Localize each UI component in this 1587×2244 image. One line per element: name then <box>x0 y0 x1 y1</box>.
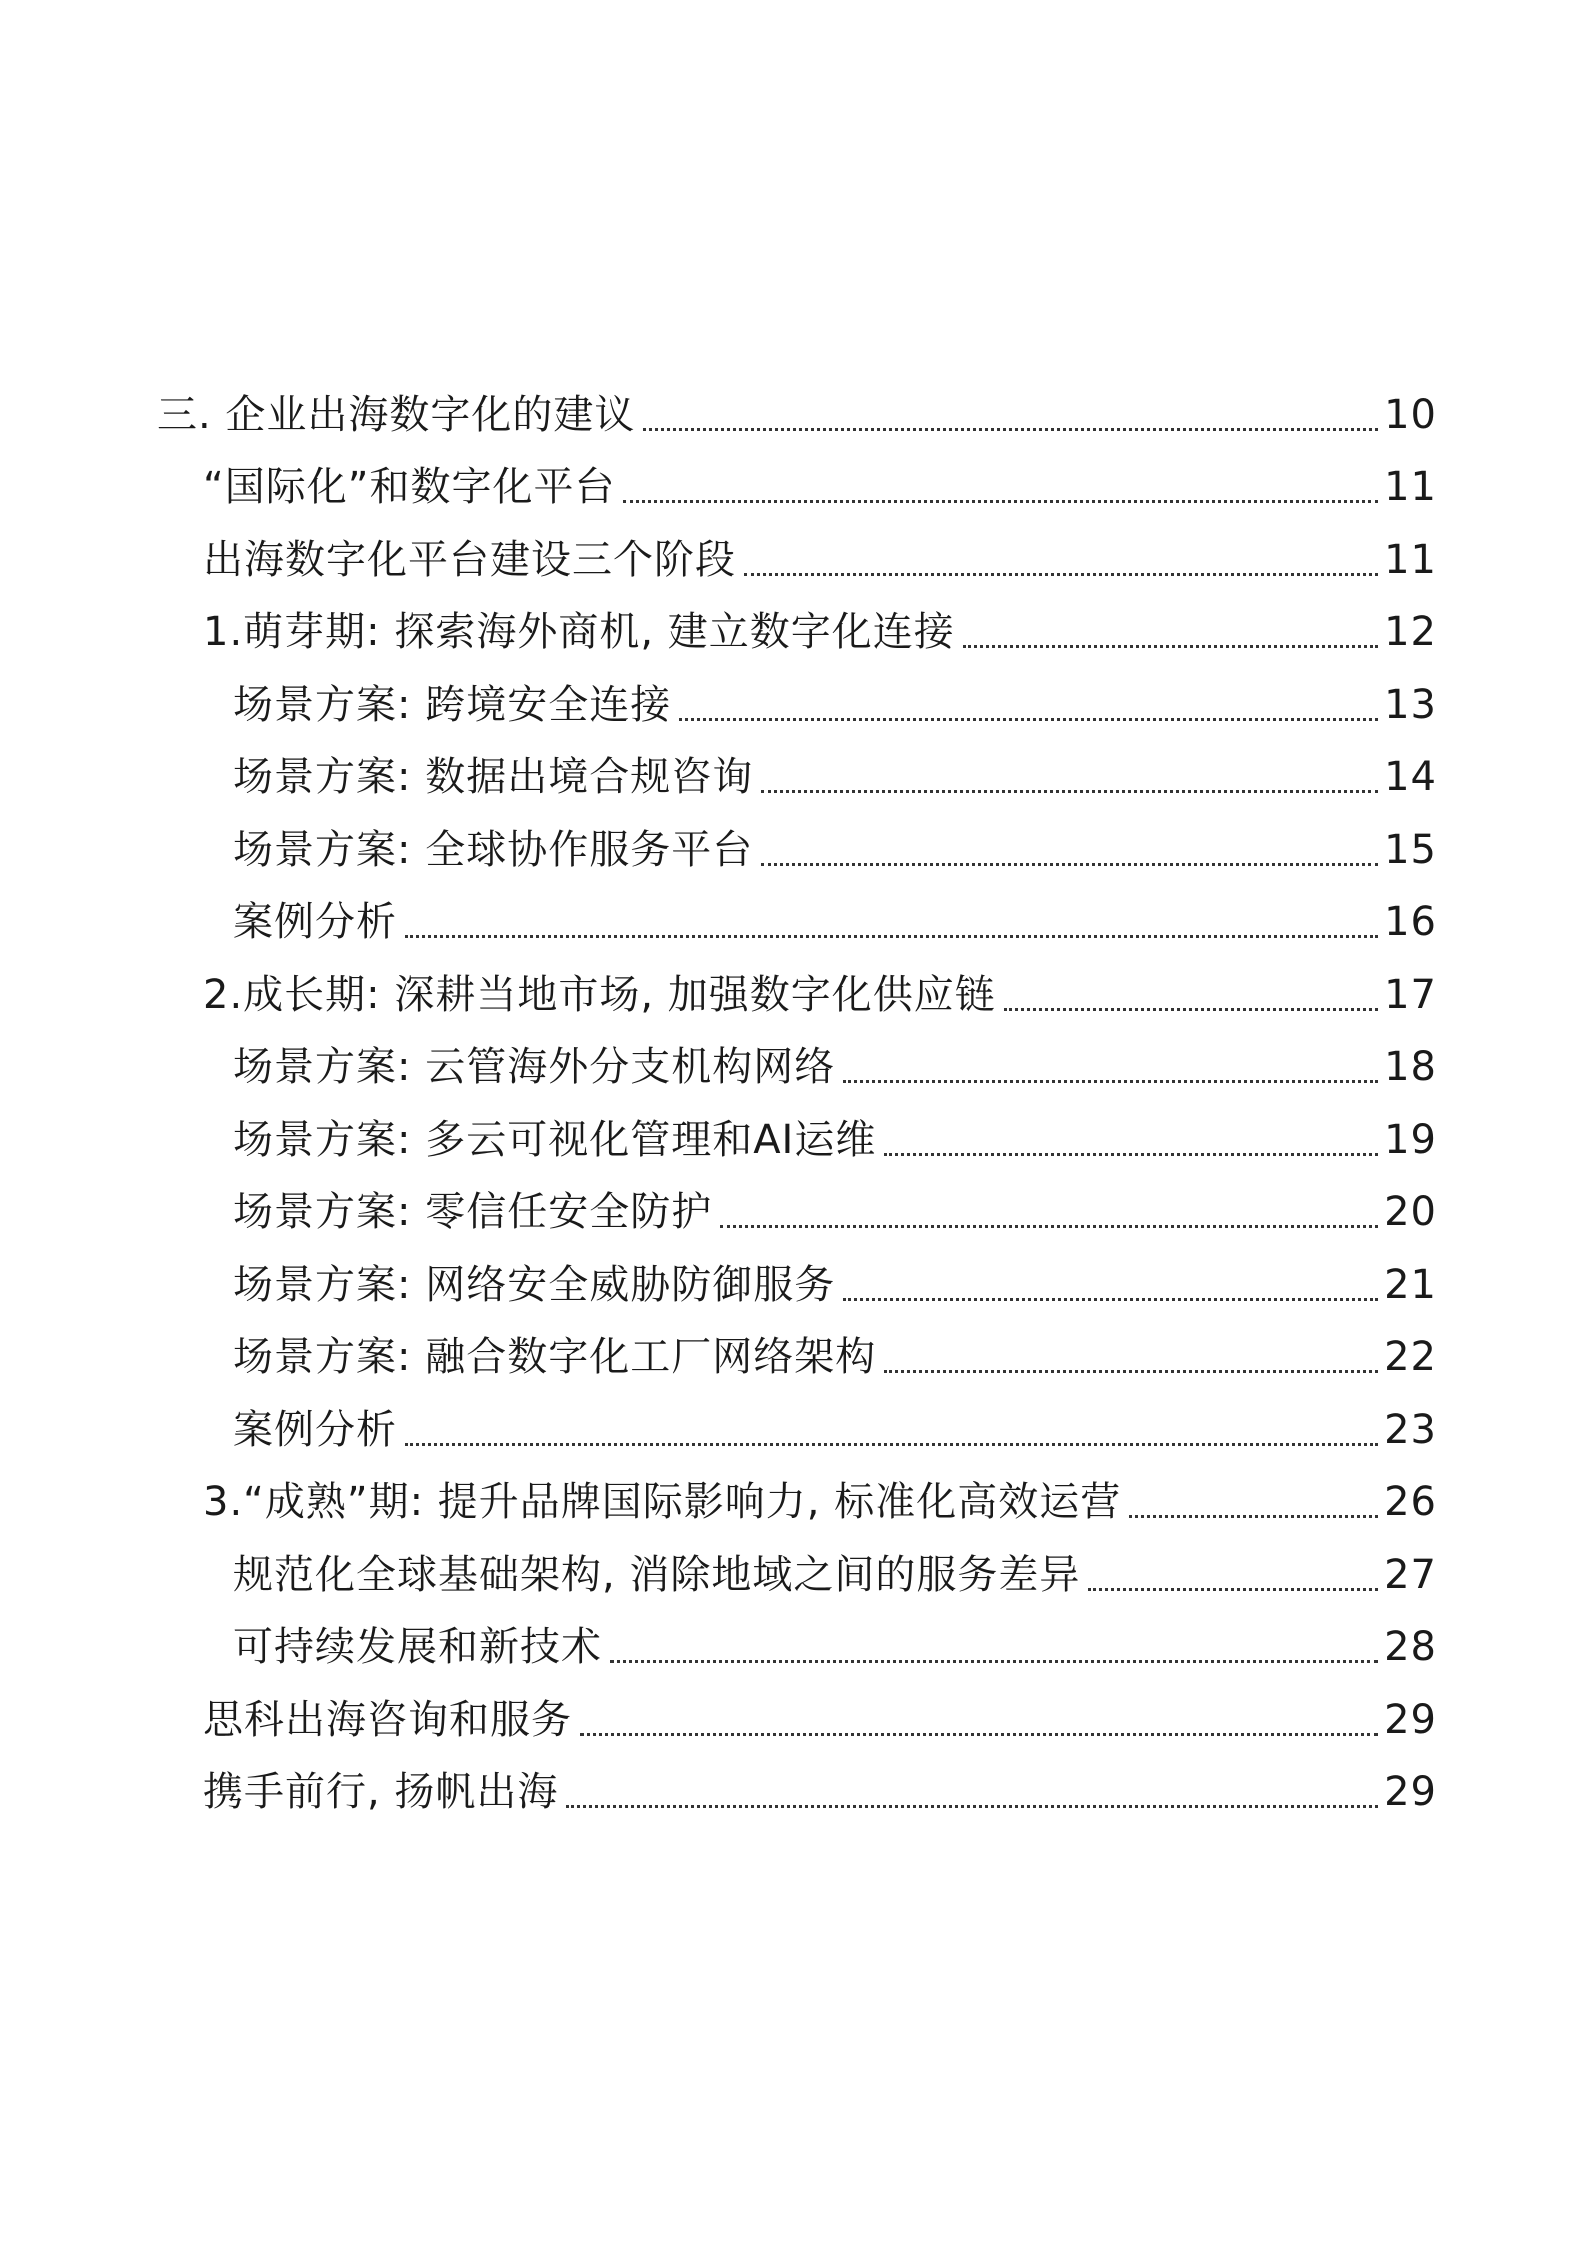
toc-entry[interactable] <box>157 1248 1437 1321</box>
toc-dot-leader <box>884 1370 1378 1373</box>
toc-entry[interactable] <box>157 668 1437 741</box>
toc-entry-page-number: 13 <box>1384 681 1437 728</box>
toc-entry-title: 场景方案: 多云可视化管理和AI运维 <box>233 1116 877 1163</box>
toc-entry-page-number: 23 <box>1384 1406 1437 1453</box>
toc-entry-title: 场景方案: 网络安全威胁防御服务 <box>233 1261 836 1308</box>
toc-entry[interactable] <box>157 1466 1437 1539</box>
toc-entry-title: 3.“成熟”期: 提升品牌国际影响力, 标准化高效运营 <box>203 1479 1122 1525</box>
toc-entry-title: 场景方案: 全球协作服务平台 <box>233 826 754 873</box>
toc-entry-page-number: 27 <box>1384 1551 1437 1598</box>
toc-entry[interactable] <box>157 1103 1437 1176</box>
toc-entry[interactable] <box>157 1176 1437 1249</box>
toc-dot-leader <box>1129 1515 1378 1518</box>
toc-entry[interactable] <box>157 378 1437 451</box>
toc-entry-page-number: 29 <box>1384 1696 1437 1743</box>
toc-entry-page-number: 19 <box>1384 1116 1437 1163</box>
toc-entry-page-number: 17 <box>1384 971 1437 1018</box>
toc-entry[interactable] <box>157 813 1437 886</box>
toc-dot-leader <box>843 1080 1378 1083</box>
toc-dot-leader <box>643 428 1378 431</box>
toc-entry-page-number: 12 <box>1384 609 1437 655</box>
toc-entry-title: 案例分析 <box>233 899 397 945</box>
toc-entry[interactable] <box>157 741 1437 814</box>
toc-entry[interactable] <box>157 523 1437 596</box>
toc-entry[interactable] <box>157 1611 1437 1684</box>
toc-entry-title: 场景方案: 融合数字化工厂网络架构 <box>233 1334 877 1380</box>
toc-entry[interactable] <box>157 596 1437 669</box>
toc-dot-leader <box>843 1298 1378 1301</box>
table-of-contents <box>157 378 1437 1828</box>
toc-entry-title: 场景方案: 跨境安全连接 <box>233 681 672 728</box>
toc-entry-title: 出海数字化平台建设三个阶段 <box>203 536 736 583</box>
toc-dot-leader <box>580 1733 1378 1736</box>
toc-entry[interactable] <box>157 1756 1437 1829</box>
toc-entry-page-number: 11 <box>1384 464 1437 510</box>
toc-dot-leader <box>679 718 1378 721</box>
toc-dot-leader <box>623 500 1378 503</box>
toc-entry[interactable] <box>157 1538 1437 1611</box>
toc-entry-page-number: 18 <box>1384 1044 1437 1090</box>
toc-entry-page-number: 26 <box>1384 1479 1437 1525</box>
toc-entry-title: 场景方案: 云管海外分支机构网络 <box>233 1044 836 1090</box>
toc-entry-page-number: 29 <box>1384 1769 1437 1815</box>
toc-dot-leader <box>761 790 1378 793</box>
toc-dot-leader <box>405 935 1378 938</box>
toc-entry-title: 三. 企业出海数字化的建议 <box>157 391 636 438</box>
toc-dot-leader <box>566 1805 1378 1808</box>
toc-entry-title: 场景方案: 数据出境合规咨询 <box>233 754 754 800</box>
toc-dot-leader <box>884 1153 1378 1156</box>
toc-entry[interactable] <box>157 1321 1437 1394</box>
toc-dot-leader <box>761 863 1378 866</box>
toc-entry-title: “国际化”和数字化平台 <box>203 464 616 510</box>
toc-entry-page-number: 20 <box>1384 1189 1437 1235</box>
toc-entry-title: 1.萌芽期: 探索海外商机, 建立数字化连接 <box>203 609 955 655</box>
toc-dot-leader <box>720 1225 1378 1228</box>
toc-entry-page-number: 14 <box>1384 754 1437 800</box>
toc-entry[interactable] <box>157 886 1437 959</box>
toc-entry-title: 可持续发展和新技术 <box>233 1624 602 1670</box>
toc-entry-page-number: 11 <box>1384 536 1437 583</box>
toc-entry[interactable] <box>157 1031 1437 1104</box>
toc-dot-leader <box>1004 1008 1378 1011</box>
toc-entry-title: 思科出海咨询和服务 <box>203 1696 572 1743</box>
toc-entry-page-number: 16 <box>1384 899 1437 945</box>
toc-entry-title: 场景方案: 零信任安全防护 <box>233 1189 713 1235</box>
toc-entry-page-number: 15 <box>1384 826 1437 873</box>
toc-dot-leader <box>744 573 1378 576</box>
toc-dot-leader <box>963 645 1378 648</box>
toc-entry-page-number: 21 <box>1384 1261 1437 1308</box>
toc-dot-leader <box>1088 1588 1378 1591</box>
toc-entry[interactable] <box>157 958 1437 1031</box>
toc-entry[interactable] <box>157 1393 1437 1466</box>
toc-dot-leader <box>610 1660 1378 1663</box>
toc-entry-page-number: 10 <box>1384 391 1437 438</box>
toc-entry-title: 规范化全球基础架构, 消除地域之间的服务差异 <box>233 1551 1081 1598</box>
toc-entry-title: 携手前行, 扬帆出海 <box>203 1769 559 1815</box>
toc-entry-title: 案例分析 <box>233 1406 397 1453</box>
toc-entry[interactable] <box>157 1683 1437 1756</box>
toc-entry-page-number: 28 <box>1384 1624 1437 1670</box>
toc-dot-leader <box>405 1443 1378 1446</box>
toc-entry-page-number: 22 <box>1384 1334 1437 1380</box>
toc-entry[interactable] <box>157 451 1437 524</box>
toc-entry-title: 2.成长期: 深耕当地市场, 加强数字化供应链 <box>203 971 996 1018</box>
